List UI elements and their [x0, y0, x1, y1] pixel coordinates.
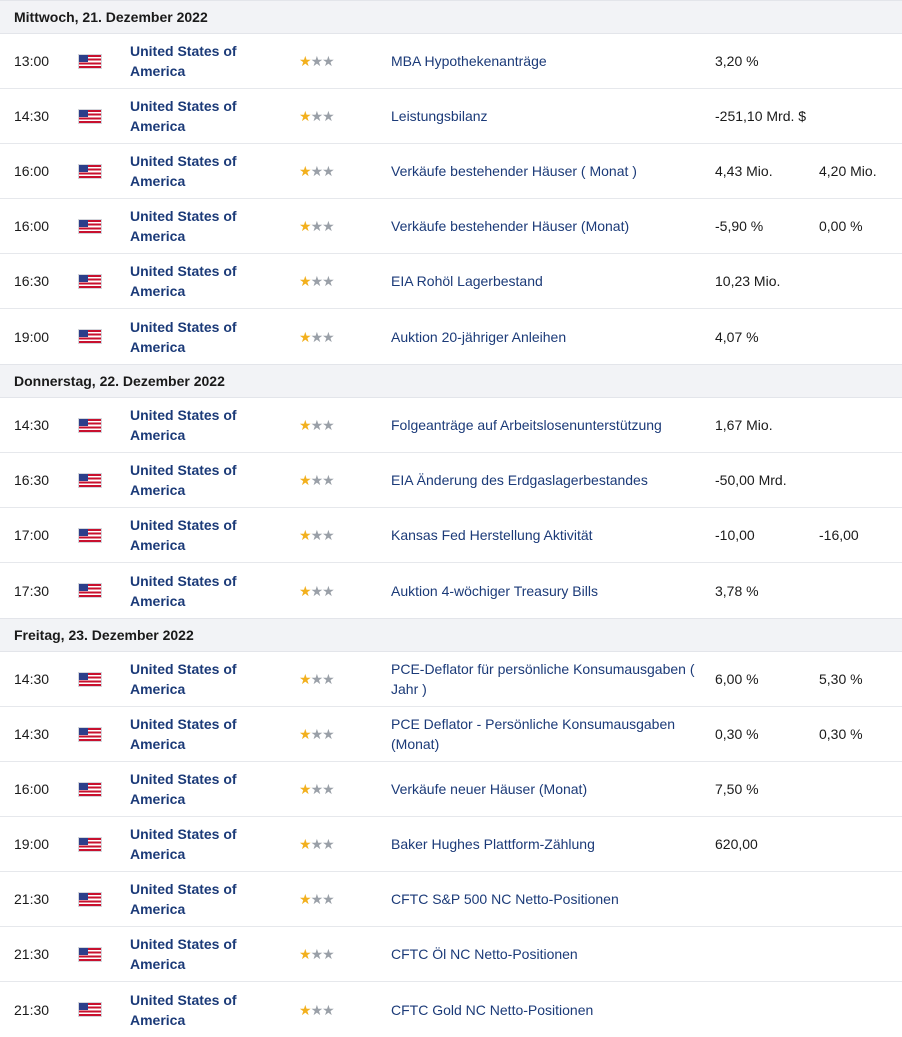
actual-value: 3,20 % — [715, 53, 759, 69]
event-time: 21:30 — [14, 1001, 50, 1018]
us-flag-icon — [79, 673, 101, 686]
country-link[interactable]: United States of America — [130, 936, 237, 972]
flag-cell — [79, 982, 103, 1037]
star-icon: ★ — [310, 726, 323, 742]
importance-stars — [299, 453, 349, 507]
us-flag-icon — [79, 419, 101, 432]
actual-value: -251,10 Mrd. $ — [715, 108, 807, 124]
star-icon: ★ — [310, 891, 323, 907]
actual-value: 4,07 % — [715, 328, 759, 345]
star-icon: ★ — [310, 1001, 323, 1018]
star-icon: ★ — [310, 671, 323, 687]
country-link[interactable]: United States of America — [130, 263, 237, 299]
star-icon: ★ — [310, 836, 323, 852]
star-icon: ★ — [299, 218, 311, 234]
importance-stars — [299, 817, 349, 871]
star-icon: ★ — [322, 163, 334, 179]
actual-value: 10,23 Mio. — [715, 273, 781, 289]
event-row[interactable] — [0, 652, 902, 707]
country-link[interactable]: United States of America — [130, 826, 237, 862]
importance-stars — [299, 563, 349, 618]
importance-stars — [299, 309, 349, 364]
flag-cell — [79, 144, 103, 198]
star-icon: ★ — [310, 417, 323, 433]
event-time: 16:30 — [14, 273, 50, 289]
star-icon: ★ — [310, 108, 323, 124]
star-icon: ★ — [310, 218, 323, 234]
event-name-link[interactable]: Verkäufe neuer Häuser (Monat) — [391, 781, 588, 797]
importance-stars — [299, 199, 349, 253]
star-icon: ★ — [299, 671, 311, 687]
event-row[interactable] — [0, 508, 902, 563]
country-link[interactable]: United States of America — [130, 991, 237, 1028]
star-icon: ★ — [310, 328, 323, 345]
star-icon: ★ — [310, 527, 323, 543]
us-flag-icon — [79, 584, 101, 597]
star-icon: ★ — [322, 836, 334, 852]
importance-stars — [299, 398, 349, 452]
event-row[interactable] — [0, 398, 902, 453]
star-icon: ★ — [299, 472, 311, 488]
forecast-value — [819, 89, 899, 143]
event-row[interactable] — [0, 309, 902, 364]
country-link[interactable]: United States of America — [130, 98, 237, 134]
star-icon: ★ — [299, 328, 311, 345]
event-name-link[interactable]: Auktion 20-jähriger Anleihen — [391, 328, 567, 345]
importance-stars — [299, 982, 349, 1037]
event-name-link[interactable]: EIA Änderung des Erdgaslagerbestandes — [391, 472, 648, 488]
us-flag-icon — [79, 474, 101, 487]
actual-value: -10,00 — [715, 527, 755, 543]
flag-cell — [79, 927, 103, 981]
forecast-value — [819, 254, 899, 308]
event-time: 19:00 — [14, 328, 50, 345]
event-row[interactable] — [0, 89, 902, 144]
us-flag-icon — [79, 529, 101, 542]
us-flag-icon — [79, 275, 101, 288]
event-row[interactable] — [0, 982, 902, 1037]
flag-cell — [79, 309, 103, 364]
importance-stars — [299, 144, 349, 198]
event-time: 21:30 — [14, 946, 50, 962]
country-link[interactable]: United States of America — [130, 716, 237, 752]
event-time: 21:30 — [14, 891, 50, 907]
forecast-value — [819, 309, 899, 364]
forecast-value: 4,20 Mio. — [819, 163, 877, 179]
event-time: 16:00 — [14, 781, 50, 797]
day-header: Donnerstag, 22. Dezember 2022 — [0, 364, 902, 398]
us-flag-icon — [79, 220, 101, 233]
actual-value: 7,50 % — [715, 781, 759, 797]
flag-cell — [79, 199, 103, 253]
us-flag-icon — [79, 330, 101, 343]
event-row[interactable] — [0, 34, 902, 89]
us-flag-icon — [79, 948, 101, 961]
star-icon: ★ — [322, 53, 334, 69]
star-icon: ★ — [322, 781, 334, 797]
event-time: 14:30 — [14, 671, 50, 687]
star-icon: ★ — [299, 53, 311, 69]
star-icon: ★ — [299, 946, 311, 962]
us-flag-icon — [79, 728, 101, 741]
actual-value: 6,00 % — [715, 671, 759, 687]
event-name-link[interactable]: PCE-Deflator für persönliche Konsumausgaben ( Jahr ) — [391, 661, 695, 697]
star-icon: ★ — [310, 582, 323, 599]
country-link[interactable]: United States of America — [130, 462, 237, 498]
star-icon: ★ — [322, 671, 334, 687]
star-icon: ★ — [322, 472, 334, 488]
star-icon: ★ — [310, 781, 323, 797]
star-icon: ★ — [299, 163, 311, 179]
day-header: Mittwoch, 21. Dezember 2022 — [0, 0, 902, 34]
us-flag-icon — [79, 1003, 101, 1016]
event-name-link[interactable]: Baker Hughes Plattform-Zählung — [391, 836, 595, 852]
day-group — [0, 652, 902, 1037]
event-name-link[interactable]: Auktion 4-wöchiger Treasury Bills — [391, 582, 598, 599]
event-row[interactable] — [0, 762, 902, 817]
flag-cell — [79, 872, 103, 926]
star-icon: ★ — [322, 273, 334, 289]
us-flag-icon — [79, 110, 101, 123]
star-icon: ★ — [299, 1001, 311, 1018]
star-icon: ★ — [322, 417, 334, 433]
event-name-link[interactable]: EIA Rohöl Lagerbestand — [391, 273, 543, 289]
event-time: 16:30 — [14, 472, 50, 488]
star-icon: ★ — [322, 946, 334, 962]
star-icon: ★ — [322, 527, 334, 543]
actual-value — [715, 872, 810, 926]
flag-cell — [79, 453, 103, 507]
day-header: Freitag, 23. Dezember 2022 — [0, 618, 902, 652]
event-name-link[interactable]: Kansas Fed Herstellung Aktivität — [391, 527, 593, 543]
event-time: 14:30 — [14, 726, 50, 742]
event-time: 17:30 — [14, 582, 50, 599]
flag-cell — [79, 817, 103, 871]
event-time: 16:00 — [14, 218, 50, 234]
forecast-value — [819, 982, 899, 1037]
us-flag-icon — [79, 783, 101, 796]
event-time: 17:00 — [14, 527, 50, 543]
star-icon: ★ — [299, 891, 311, 907]
star-icon: ★ — [310, 946, 323, 962]
star-icon: ★ — [299, 108, 311, 124]
forecast-value — [819, 34, 899, 88]
importance-stars — [299, 872, 349, 926]
forecast-value — [819, 563, 899, 618]
flag-cell — [79, 762, 103, 816]
actual-value — [715, 927, 810, 981]
star-icon: ★ — [299, 726, 311, 742]
event-row[interactable] — [0, 453, 902, 508]
importance-stars — [299, 762, 349, 816]
event-row[interactable] — [0, 144, 902, 199]
star-icon: ★ — [299, 273, 311, 289]
event-row[interactable] — [0, 927, 902, 982]
forecast-value: 5,30 % — [819, 671, 863, 687]
importance-stars — [299, 254, 349, 308]
actual-value: -50,00 Mrd. — [715, 472, 787, 488]
country-link[interactable]: United States of America — [130, 661, 237, 697]
us-flag-icon — [79, 165, 101, 178]
country-link[interactable]: United States of America — [130, 43, 237, 79]
importance-stars — [299, 652, 349, 706]
flag-cell — [79, 398, 103, 452]
importance-stars — [299, 89, 349, 143]
forecast-value — [819, 872, 899, 926]
flag-cell — [79, 707, 103, 761]
event-row[interactable] — [0, 872, 902, 927]
flag-cell — [79, 508, 103, 562]
us-flag-icon — [79, 893, 101, 906]
flag-cell — [79, 652, 103, 706]
event-time: 14:30 — [14, 417, 50, 433]
day-group — [0, 398, 902, 618]
flag-cell — [79, 34, 103, 88]
importance-stars — [299, 707, 349, 761]
actual-value — [715, 982, 810, 1037]
event-name-link[interactable]: CFTC Öl NC Netto-Positionen — [391, 946, 578, 962]
us-flag-icon — [79, 55, 101, 68]
event-time: 13:00 — [14, 53, 50, 69]
star-icon: ★ — [322, 891, 334, 907]
forecast-value — [819, 762, 899, 816]
forecast-value: -16,00 — [819, 527, 859, 543]
event-time: 14:30 — [14, 108, 50, 124]
event-name-link[interactable]: CFTC S&P 500 NC Netto-Positionen — [391, 891, 619, 907]
forecast-value — [819, 927, 899, 981]
event-row[interactable] — [0, 254, 902, 309]
star-icon: ★ — [310, 53, 323, 69]
country-link[interactable]: United States of America — [130, 407, 237, 443]
flag-cell — [79, 254, 103, 308]
event-name-link[interactable]: Folgeanträge auf Arbeitslosenunterstützung — [391, 417, 662, 433]
forecast-value — [819, 398, 899, 452]
actual-value: -5,90 % — [715, 218, 764, 234]
country-link[interactable]: United States of America — [130, 517, 237, 553]
star-icon: ★ — [322, 726, 334, 742]
forecast-value: 0,30 % — [819, 726, 863, 742]
event-time: 16:00 — [14, 163, 50, 179]
forecast-value — [819, 453, 899, 507]
event-row[interactable] — [0, 707, 902, 762]
flag-cell — [79, 89, 103, 143]
star-icon: ★ — [299, 417, 311, 433]
event-row[interactable] — [0, 199, 902, 254]
flag-cell — [79, 563, 103, 618]
country-link[interactable]: United States of America — [130, 153, 237, 189]
star-icon: ★ — [310, 273, 323, 289]
actual-value: 0,30 % — [715, 726, 759, 742]
actual-value: 3,78 % — [715, 582, 759, 599]
event-name-link[interactable]: Verkäufe bestehender Häuser ( Monat ) — [391, 163, 637, 179]
event-name-link[interactable]: CFTC Gold NC Netto-Positionen — [391, 1001, 594, 1018]
event-row[interactable] — [0, 817, 902, 872]
star-icon: ★ — [310, 163, 323, 179]
event-name-link[interactable]: Verkäufe bestehender Häuser (Monat) — [391, 218, 630, 234]
country-link[interactable]: United States of America — [130, 881, 237, 917]
importance-stars — [299, 508, 349, 562]
star-icon: ★ — [299, 582, 311, 599]
event-name-link[interactable]: Leistungsbilanz — [391, 108, 488, 124]
actual-value: 4,43 Mio. — [715, 163, 773, 179]
event-time: 19:00 — [14, 836, 50, 852]
star-icon: ★ — [322, 1001, 334, 1018]
day-group — [0, 34, 902, 364]
country-link[interactable]: United States of America — [130, 572, 237, 609]
country-link[interactable]: United States of America — [130, 208, 237, 244]
importance-stars — [299, 927, 349, 981]
country-link[interactable]: United States of America — [130, 771, 237, 807]
star-icon: ★ — [322, 108, 334, 124]
forecast-value — [819, 817, 899, 871]
actual-value: 620,00 — [715, 836, 758, 852]
country-link[interactable]: United States of America — [130, 318, 237, 355]
event-name-link[interactable]: PCE Deflator - Persönliche Konsumausgaben (Monat) — [391, 716, 676, 752]
star-icon: ★ — [310, 472, 323, 488]
star-icon: ★ — [299, 836, 311, 852]
star-icon: ★ — [299, 781, 311, 797]
actual-value: 1,67 Mio. — [715, 417, 773, 433]
star-icon: ★ — [322, 582, 334, 599]
us-flag-icon — [79, 838, 101, 851]
forecast-value: 0,00 % — [819, 218, 863, 234]
star-icon: ★ — [299, 527, 311, 543]
event-row[interactable] — [0, 563, 902, 618]
star-icon: ★ — [322, 328, 334, 345]
importance-stars — [299, 34, 349, 88]
event-name-link[interactable]: MBA Hypothekenanträge — [391, 53, 547, 69]
star-icon: ★ — [322, 218, 334, 234]
